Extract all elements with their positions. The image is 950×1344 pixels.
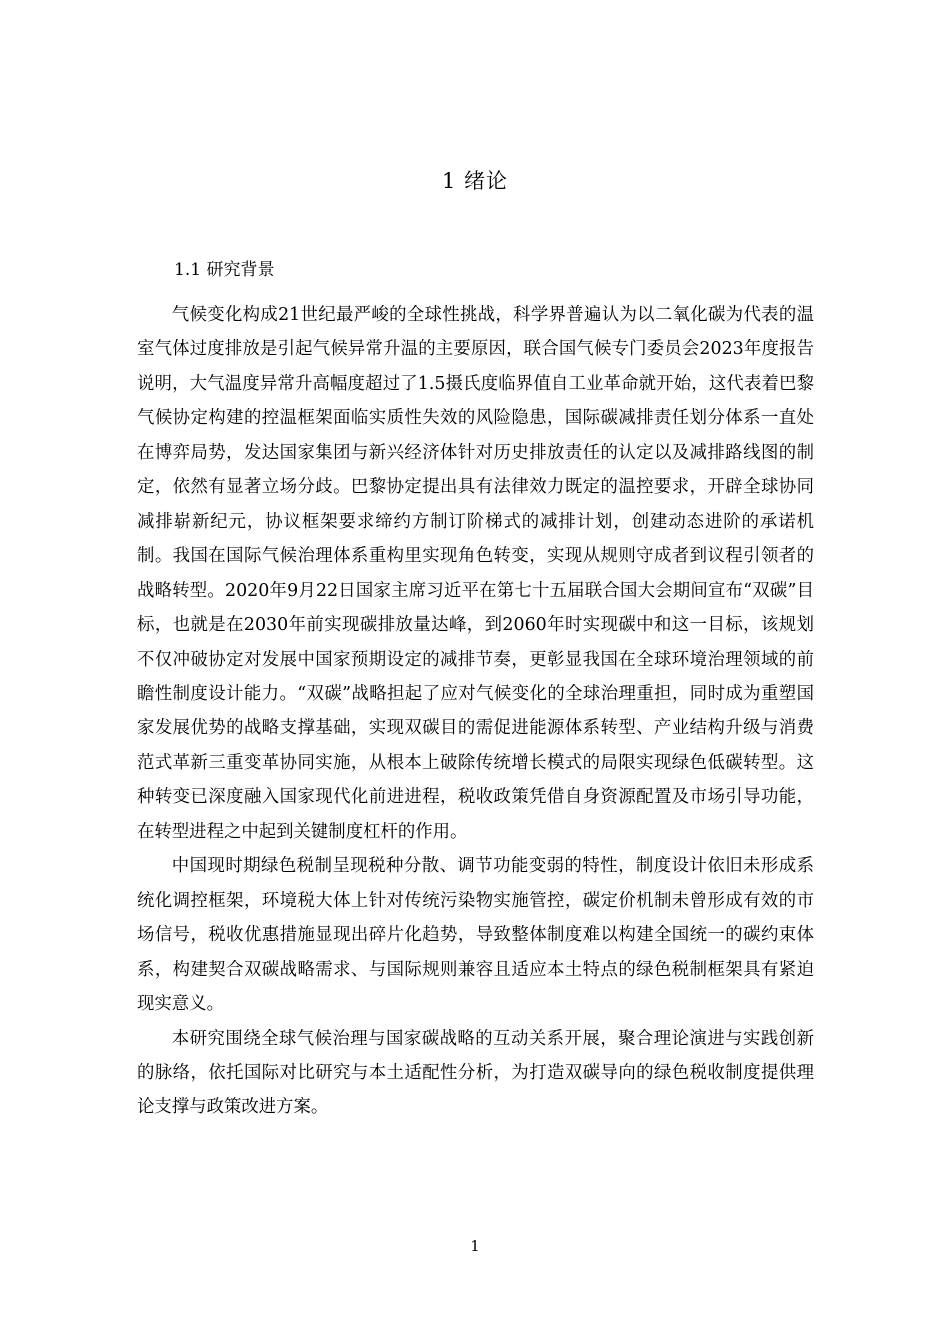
paragraph: 本研究围绕全球气候治理与国家碳战略的互动关系开展，聚合理论演进与实践创新的脉络，依托国际对比研究与本土适配性分析，为打造双碳导向的绿色税收制度提供理论支撑与政策改进方案。 bbox=[137, 1028, 814, 1118]
paragraph: 中国现时期绿色税制呈现税种分散、调节功能变弱的特性，制度设计依旧未形成系统化调控框架，环境税大体上针对传统污染物实施管控，碳定价机制未曾形成有效的市场信号，税收优惠措施显现出碎片化趋势，导致整体制度难以构建全国统一的碳约束体系，构建契合双碳战略需求、与国际规则兼容且适应本土特点的绿色税制框架具有紧迫现实意义。 bbox=[137, 856, 814, 1015]
body-text bbox=[137, 298, 814, 1125]
section-heading: 1.1 研究背景 bbox=[174, 260, 275, 280]
page-number: 1 bbox=[470, 1237, 480, 1255]
chapter-title: 1 绪论 bbox=[441, 169, 509, 193]
paragraph: 气候变化构成21世纪最严峻的全球性挑战，科学界普遍认为以二氧化碳为代表的温室气体过度排放是引起气候异常升温的主要原因，联合国气候专门委员会2023年度报告说明，大气温度异常升高幅度超过了1.5摄氏度临界值自工业革命就开始，这代表着巴黎气候协定构建的控温框架面临实质性失效的风险隐患，国际碳减排责任划分体系一直处在博弈局势，发达国家集团与新兴经济体针对历史排放责任的认定以及减排路线图的制定，依然有显著立场分歧。巴黎协定提出具有法律效力既定的温控要求，开辟全球协同减排崭新纪元，协议框架要求缔约方制订阶梯式的减排计划，创建动态进阶的承诺机制。我国在国际气候治理体系重构里实现角色转变，实现从规则守成者到议程引领者的战略转型。2020年9月22日国家主席习近平在第七十五届联合国大会期间宣布“双碳”目标，也就是在2030年前实现碳排放量达峰，到2060年时实现碳中和这一目标，该规划不仅冲破协定对发展中国家预期设定的减排节奏，更彰显我国在全球环境治理领域的前瞻性制度设计能力。“双碳”战略担起了应对气候变化的全球治理重担，同时成为重塑国家发展优势的战略支撑基础，实现双碳目的需促进能源体系转型、产业结构升级与消费范式革新三重变革协同实施，从根本上破除传统增长模式的局限实现绿色低碳转型。这种转变已深度融入国家现代化前进进程，税收政策凭借自身资源配置及市场引导功能，在转型进程之中起到关键制度杠杆的作用。 bbox=[137, 305, 814, 842]
